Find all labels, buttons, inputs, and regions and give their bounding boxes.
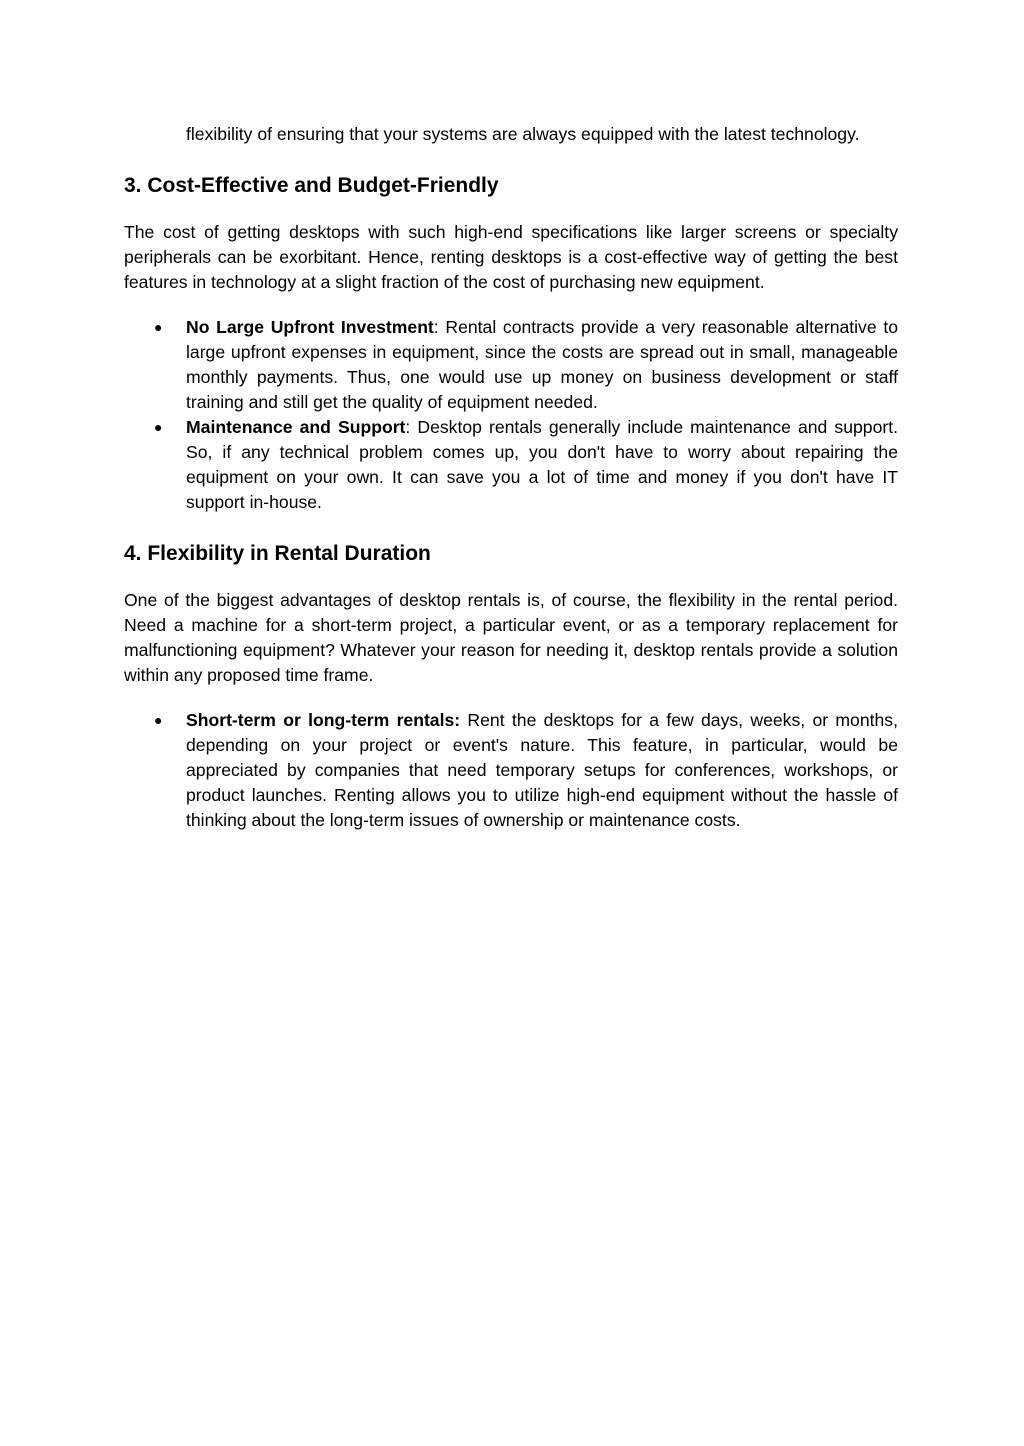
list-item-text: Rental contracts provide a very reasonable alternative to large upfront expenses in equipment, since the costs are spread out in small, manageable monthly payments. Thus, one would use up money on business development or staff training and still get the quality of equipment needed. — [186, 317, 898, 412]
bullet-icon: ● — [154, 419, 163, 435]
list-item-text: Desktop rentals generally include maintenance and support. So, if any technical problem comes up, you don't have to worry about repairing the equipment on your own. It can save you a lot of time and money if you don't have IT support in-house. — [186, 417, 898, 512]
document-page — [124, 122, 898, 833]
section-heading-cost-effective: 3. Cost-Effective and Budget-Friendly — [124, 174, 499, 197]
list-item-separator: : — [405, 417, 411, 437]
list-item — [124, 315, 898, 415]
continuation-paragraph: flexibility of ensuring that your systems are always equipped with the latest technology. — [186, 124, 860, 144]
list-item — [124, 415, 898, 515]
bullet-list-flexibility — [124, 708, 898, 833]
list-item-text: Rent the desktops for a few days, weeks, or months, depending on your project or event's nature. This feature, in particular, would be appreciated by companies that need temporary setups for conferences, workshops, or product launches. Renting allows you to utilize high-end equipment without the hassle of thinking about the long-term issues of ownership or maintenance costs. — [186, 710, 898, 830]
list-item-title: Maintenance and Support — [186, 417, 406, 437]
section-paragraph-flexibility: One of the biggest advantages of desktop rentals is, of course, the flexibility in the rental period. Need a machine for a short-term project, a particular event, or as a temporary replacement for malfunctioning equipment? Whatever your reason for needing it, desktop rentals provide a solution within any proposed time frame. — [124, 590, 898, 685]
section-heading-flexibility: 4. Flexibility in Rental Duration — [124, 542, 431, 565]
list-item-separator: : — [433, 317, 439, 337]
section-paragraph-cost-effective: The cost of getting desktops with such high-end specifications like larger screens or specialty peripherals can be exorbitant. Hence, renting desktops is a cost-effective way of getting the best features in technology at a slight fraction of the cost of purchasing new equipment. — [124, 222, 898, 292]
list-item — [124, 708, 898, 833]
list-item-title: No Large Upfront Investment — [186, 317, 434, 337]
bullet-icon: ● — [154, 319, 163, 335]
bullet-list-cost-effective — [124, 315, 898, 515]
bullet-icon: ● — [154, 712, 163, 728]
list-item-title: Short-term or long-term rentals: — [186, 710, 461, 730]
